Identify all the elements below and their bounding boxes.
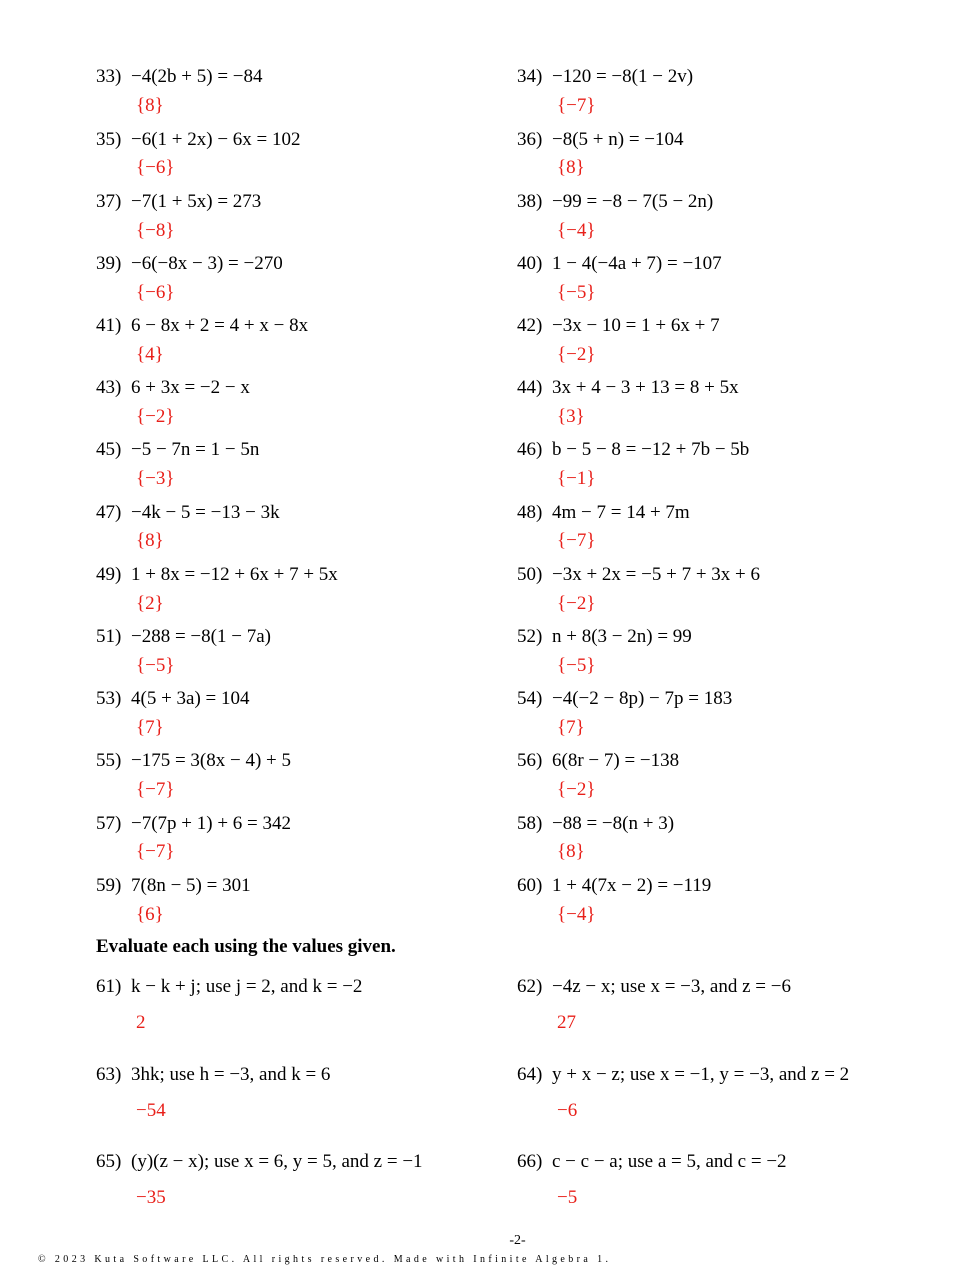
answer-59: {6} (136, 904, 164, 925)
problem-number: 59) (96, 875, 122, 896)
problem-expression: 3x + 4 − 3 + 13 = 8 + 5x (552, 377, 739, 398)
problem-number: 34) (517, 66, 543, 87)
section-heading: Evaluate each using the values given. (96, 936, 396, 957)
problem-number: 46) (517, 439, 543, 460)
problem-56 (517, 750, 679, 772)
problem-expression: b − 5 − 8 = −12 + 7b − 5b (552, 439, 750, 460)
problem-number: 63) (96, 1064, 122, 1085)
problem-expression: −288 = −8(1 − 7a) (131, 626, 271, 647)
problem-55 (96, 750, 291, 772)
problem-number: 44) (517, 377, 543, 398)
problem-number: 48) (517, 502, 543, 523)
problem-expression: 6(8r − 7) = −138 (552, 750, 680, 771)
problem-expression: −7(7p + 1) + 6 = 342 (131, 813, 292, 834)
problem-expression: 1 + 4(7x − 2) = −119 (552, 875, 712, 896)
problem-number: 41) (96, 315, 122, 336)
problem-46 (517, 439, 749, 461)
problem-expression: (y)(z − x); use x = 6, y = 5, and z = −1 (131, 1151, 423, 1172)
problem-number: 36) (517, 129, 543, 150)
problem-expression: k − k + j; use j = 2, and k = −2 (131, 976, 363, 997)
problem-45 (96, 439, 259, 461)
problem-expression: −3x + 2x = −5 + 7 + 3x + 6 (552, 564, 761, 585)
problem-number: 47) (96, 502, 122, 523)
problem-expression: c − c − a; use a = 5, and c = −2 (552, 1151, 787, 1172)
problem-number: 49) (96, 564, 122, 585)
problem-58 (517, 813, 674, 835)
problem-35 (96, 129, 301, 151)
problem-number: 62) (517, 976, 543, 997)
problem-40 (517, 253, 722, 275)
answer-43: {−2} (136, 406, 175, 427)
problem-expression: −6(−8x − 3) = −270 (131, 253, 283, 274)
problem-expression: −175 = 3(8x − 4) + 5 (131, 750, 292, 771)
problem-38 (517, 191, 713, 213)
problem-34 (517, 66, 693, 88)
problem-61 (96, 976, 362, 998)
answer-53: {7} (136, 717, 164, 738)
answer-61: 2 (136, 1012, 146, 1033)
problem-expression: 1 − 4(−4a + 7) = −107 (552, 253, 722, 274)
problem-expression: y + x − z; use x = −1, y = −3, and z = 2 (552, 1064, 850, 1085)
problem-number: 45) (96, 439, 122, 460)
answer-33: {8} (136, 95, 164, 116)
problem-39 (96, 253, 283, 275)
answer-65: −35 (136, 1187, 166, 1208)
problem-expression: 7(8n − 5) = 301 (131, 875, 251, 896)
answer-63: −54 (136, 1100, 166, 1121)
problem-65 (96, 1151, 423, 1173)
page-number: -2- (509, 1233, 526, 1248)
problem-33 (96, 66, 263, 88)
problem-66 (517, 1151, 787, 1173)
problem-number: 37) (96, 191, 122, 212)
answer-39: {−6} (136, 282, 175, 303)
problem-number: 55) (96, 750, 122, 771)
problem-number: 33) (96, 66, 122, 87)
problem-60 (517, 875, 711, 897)
problem-expression: −5 − 7n = 1 − 5n (131, 439, 260, 460)
answer-52: {−5} (557, 655, 596, 676)
problem-number: 43) (96, 377, 122, 398)
answer-56: {−2} (557, 779, 596, 800)
problem-expression: −8(5 + n) = −104 (552, 129, 684, 150)
problem-expression: −4(2b + 5) = −84 (131, 66, 263, 87)
problem-expression: −3x − 10 = 1 + 6x + 7 (552, 315, 720, 336)
answer-42: {−2} (557, 344, 596, 365)
problem-number: 61) (96, 976, 122, 997)
problem-number: 56) (517, 750, 543, 771)
answer-38: {−4} (557, 220, 596, 241)
problem-number: 39) (96, 253, 122, 274)
problem-57 (96, 813, 291, 835)
problem-expression: 3hk; use h = −3, and k = 6 (131, 1064, 331, 1085)
problem-63 (96, 1064, 330, 1086)
problem-62 (517, 976, 791, 998)
problem-expression: 6 + 3x = −2 − x (131, 377, 250, 398)
answer-34: {−7} (557, 95, 596, 116)
problem-number: 57) (96, 813, 122, 834)
problem-number: 42) (517, 315, 543, 336)
problem-number: 50) (517, 564, 543, 585)
problem-36 (517, 129, 684, 151)
problem-number: 38) (517, 191, 543, 212)
problem-expression: −4(−2 − 8p) − 7p = 183 (552, 688, 733, 709)
problem-expression: −120 = −8(1 − 2v) (552, 66, 694, 87)
problem-expression: −6(1 + 2x) − 6x = 102 (131, 129, 301, 150)
problem-54 (517, 688, 732, 710)
problem-number: 40) (517, 253, 543, 274)
problem-47 (96, 502, 280, 524)
answer-36: {8} (557, 157, 585, 178)
problem-43 (96, 377, 250, 399)
problem-expression: 6 − 8x + 2 = 4 + x − 8x (131, 315, 309, 336)
answer-54: {7} (557, 717, 585, 738)
problem-59 (96, 875, 251, 897)
problem-expression: 4m − 7 = 14 + 7m (552, 502, 690, 523)
answer-57: {−7} (136, 841, 175, 862)
answer-62: 27 (557, 1012, 576, 1033)
answer-58: {8} (557, 841, 585, 862)
answer-40: {−5} (557, 282, 596, 303)
problem-37 (96, 191, 261, 213)
problem-expression: −88 = −8(n + 3) (552, 813, 675, 834)
answer-41: {4} (136, 344, 164, 365)
answer-46: {−1} (557, 468, 596, 489)
answer-45: {−3} (136, 468, 175, 489)
problem-expression: −4k − 5 = −13 − 3k (131, 502, 280, 523)
problem-number: 58) (517, 813, 543, 834)
problem-number: 66) (517, 1151, 543, 1172)
problem-48 (517, 502, 690, 524)
answer-64: −6 (557, 1100, 578, 1121)
answer-47: {8} (136, 530, 164, 551)
problem-64 (517, 1064, 849, 1086)
problem-51 (96, 626, 271, 648)
problem-44 (517, 377, 739, 399)
answer-60: {−4} (557, 904, 596, 925)
problem-number: 64) (517, 1064, 543, 1085)
problem-number: 35) (96, 129, 122, 150)
problem-expression: −4z − x; use x = −3, and z = −6 (552, 976, 791, 997)
problem-expression: n + 8(3 − 2n) = 99 (552, 626, 692, 647)
problem-expression: −99 = −8 − 7(5 − 2n) (552, 191, 714, 212)
answer-37: {−8} (136, 220, 175, 241)
answer-66: −5 (557, 1187, 578, 1208)
answer-44: {3} (557, 406, 585, 427)
problem-52 (517, 626, 692, 648)
problem-53 (96, 688, 250, 710)
problem-number: 65) (96, 1151, 122, 1172)
problem-expression: −7(1 + 5x) = 273 (131, 191, 262, 212)
problem-41 (96, 315, 308, 337)
problem-number: 53) (96, 688, 122, 709)
problem-50 (517, 564, 760, 586)
problem-expression: 1 + 8x = −12 + 6x + 7 + 5x (131, 564, 338, 585)
answer-35: {−6} (136, 157, 175, 178)
answer-51: {−5} (136, 655, 175, 676)
problem-49 (96, 564, 338, 586)
copyright-footer: © 2023 Kuta Software LLC. All rights reserved. Made with Infinite Algebra 1. (38, 1254, 612, 1265)
answer-50: {−2} (557, 593, 596, 614)
answer-49: {2} (136, 593, 164, 614)
answer-48: {−7} (557, 530, 596, 551)
answer-55: {−7} (136, 779, 175, 800)
problem-42 (517, 315, 720, 337)
problem-number: 51) (96, 626, 122, 647)
problem-expression: 4(5 + 3a) = 104 (131, 688, 250, 709)
problem-number: 60) (517, 875, 543, 896)
problem-number: 52) (517, 626, 543, 647)
problem-number: 54) (517, 688, 543, 709)
